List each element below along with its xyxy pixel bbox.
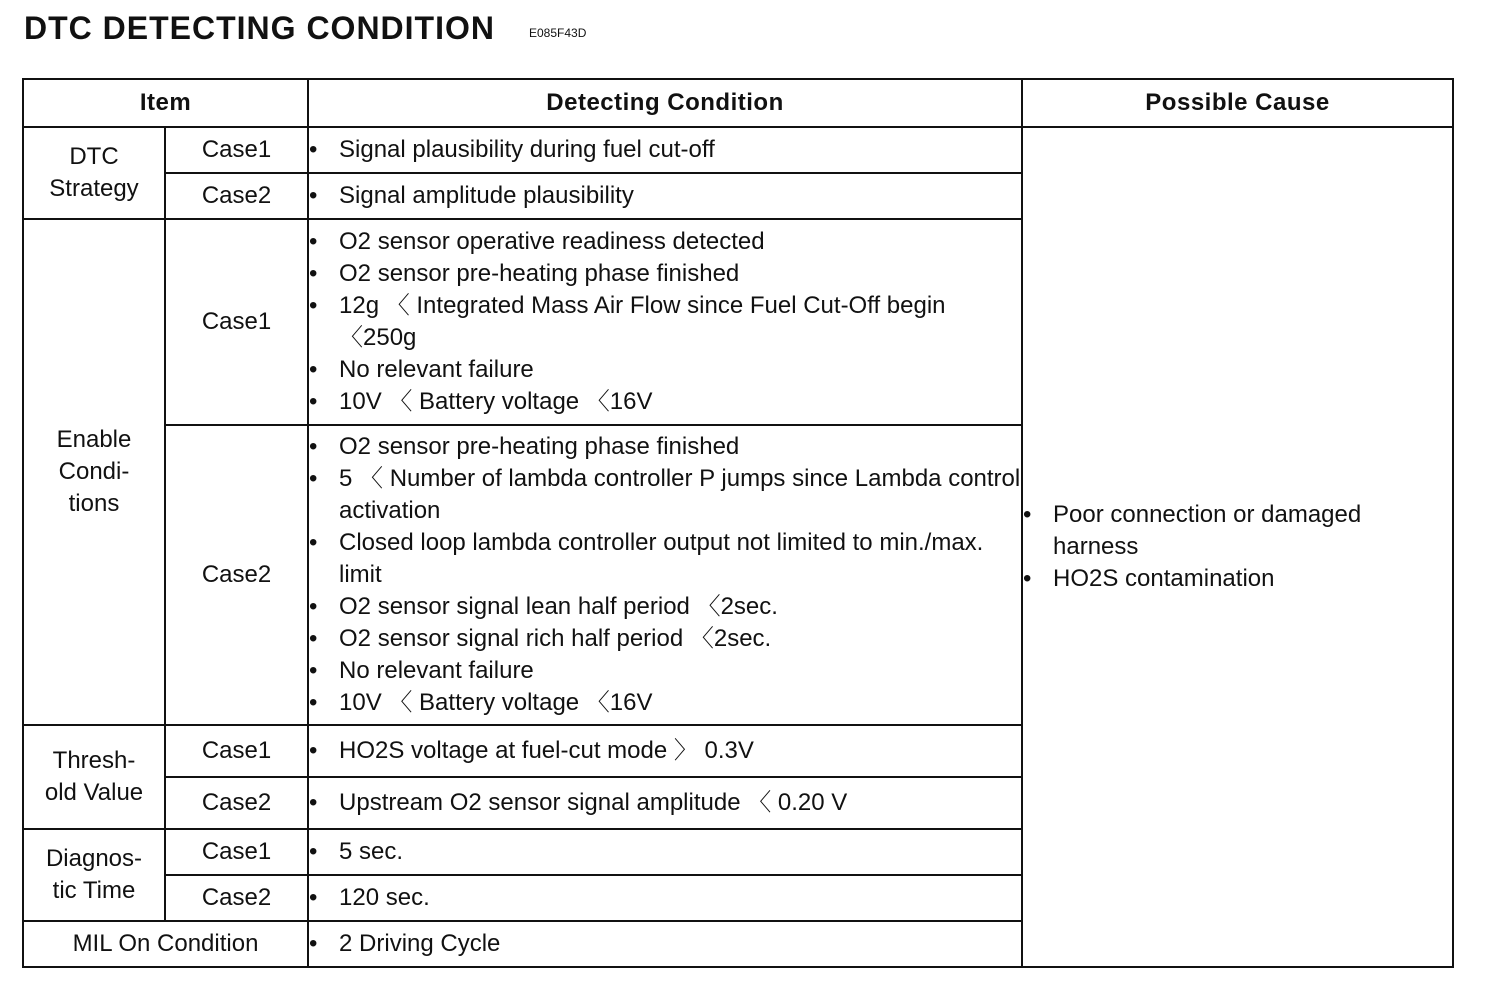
condition-list <box>309 226 1021 418</box>
condition-list <box>309 180 1021 212</box>
condition-list <box>309 787 1021 819</box>
bullet-item: • 5 〈 Number of lambda controller P jumps since Lambda control activation <box>309 463 1021 527</box>
column-header-possible-cause: Possible Cause <box>1022 79 1453 127</box>
bullet-item: • Closed loop lambda controller output not limited to min./max. limit <box>309 527 1021 591</box>
case-label: Case2 <box>165 173 308 219</box>
condition-cell <box>308 219 1022 425</box>
bullet-item: • 5 sec. <box>309 836 1021 868</box>
document-code: E085F43D <box>528 26 587 40</box>
bullet-item: • 120 sec. <box>309 882 1021 914</box>
condition-cell <box>308 127 1022 173</box>
bullet-item: • O2 sensor signal lean half period 〈2sec. <box>309 591 1021 623</box>
condition-list <box>309 928 1021 960</box>
column-header-item: Item <box>23 79 308 127</box>
condition-list <box>309 134 1021 166</box>
possible-cause-list <box>1023 499 1452 595</box>
condition-cell <box>308 875 1022 921</box>
bullet-item: • HO2S contamination <box>1023 563 1452 595</box>
bullet-item: • 2 Driving Cycle <box>309 928 1021 960</box>
group-label-diagnostic-time: Diagnos- tic Time <box>23 829 165 921</box>
bullet-item: • O2 sensor signal rich half period 〈2sec. <box>309 623 1021 655</box>
condition-list <box>309 836 1021 868</box>
group-label-dtc-strategy: DTC Strategy <box>23 127 165 219</box>
group-label-mil-on-condition: MIL On Condition <box>23 921 308 967</box>
bullet-item: • No relevant failure <box>309 655 1021 687</box>
condition-cell <box>308 829 1022 875</box>
case-label: Case2 <box>165 777 308 829</box>
bullet-item: • HO2S voltage at fuel-cut mode 〉 0.3V <box>309 735 1021 767</box>
case-label: Case1 <box>165 219 308 425</box>
bullet-item: • 10V 〈 Battery voltage 〈16V <box>309 687 1021 719</box>
bullet-item: • O2 sensor operative readiness detected <box>309 226 1021 258</box>
case-label: Case1 <box>165 829 308 875</box>
case-label: Case2 <box>165 875 308 921</box>
case-label: Case1 <box>165 127 308 173</box>
bullet-item: • 12g 〈 Integrated Mass Air Flow since Fuel Cut-Off begin 〈250g <box>309 290 1021 354</box>
case-label: Case1 <box>165 725 308 777</box>
bullet-item: • Signal plausibility during fuel cut-off <box>309 134 1021 166</box>
condition-list <box>309 431 1021 719</box>
case-label: Case2 <box>165 425 308 725</box>
condition-cell <box>308 777 1022 829</box>
bullet-item: • O2 sensor pre-heating phase finished <box>309 258 1021 290</box>
group-label-enable-conditions: Enable Condi- tions <box>23 219 165 725</box>
page-title: DTC DETECTING CONDITION <box>24 9 495 46</box>
group-label-threshold-value: Thresh- old Value <box>23 725 165 829</box>
table-header-row <box>23 79 1453 127</box>
possible-cause-cell <box>1022 127 1453 967</box>
bullet-item: • Poor connection or damaged harness <box>1023 499 1452 563</box>
bullet-item: • No relevant failure <box>309 354 1021 386</box>
dtc-condition-table <box>22 78 1454 968</box>
document-header <box>24 6 586 50</box>
bullet-item: • Upstream O2 sensor signal amplitude 〈 0.20 V <box>309 787 1021 819</box>
condition-cell <box>308 921 1022 967</box>
condition-cell <box>308 173 1022 219</box>
condition-list <box>309 882 1021 914</box>
bullet-item: • 10V 〈 Battery voltage 〈16V <box>309 386 1021 418</box>
condition-cell <box>308 425 1022 725</box>
column-header-detecting-condition: Detecting Condition <box>308 79 1022 127</box>
condition-cell <box>308 725 1022 777</box>
condition-list <box>309 735 1021 767</box>
bullet-item: • O2 sensor pre-heating phase finished <box>309 431 1021 463</box>
table-row <box>23 127 1453 173</box>
bullet-item: • Signal amplitude plausibility <box>309 180 1021 212</box>
